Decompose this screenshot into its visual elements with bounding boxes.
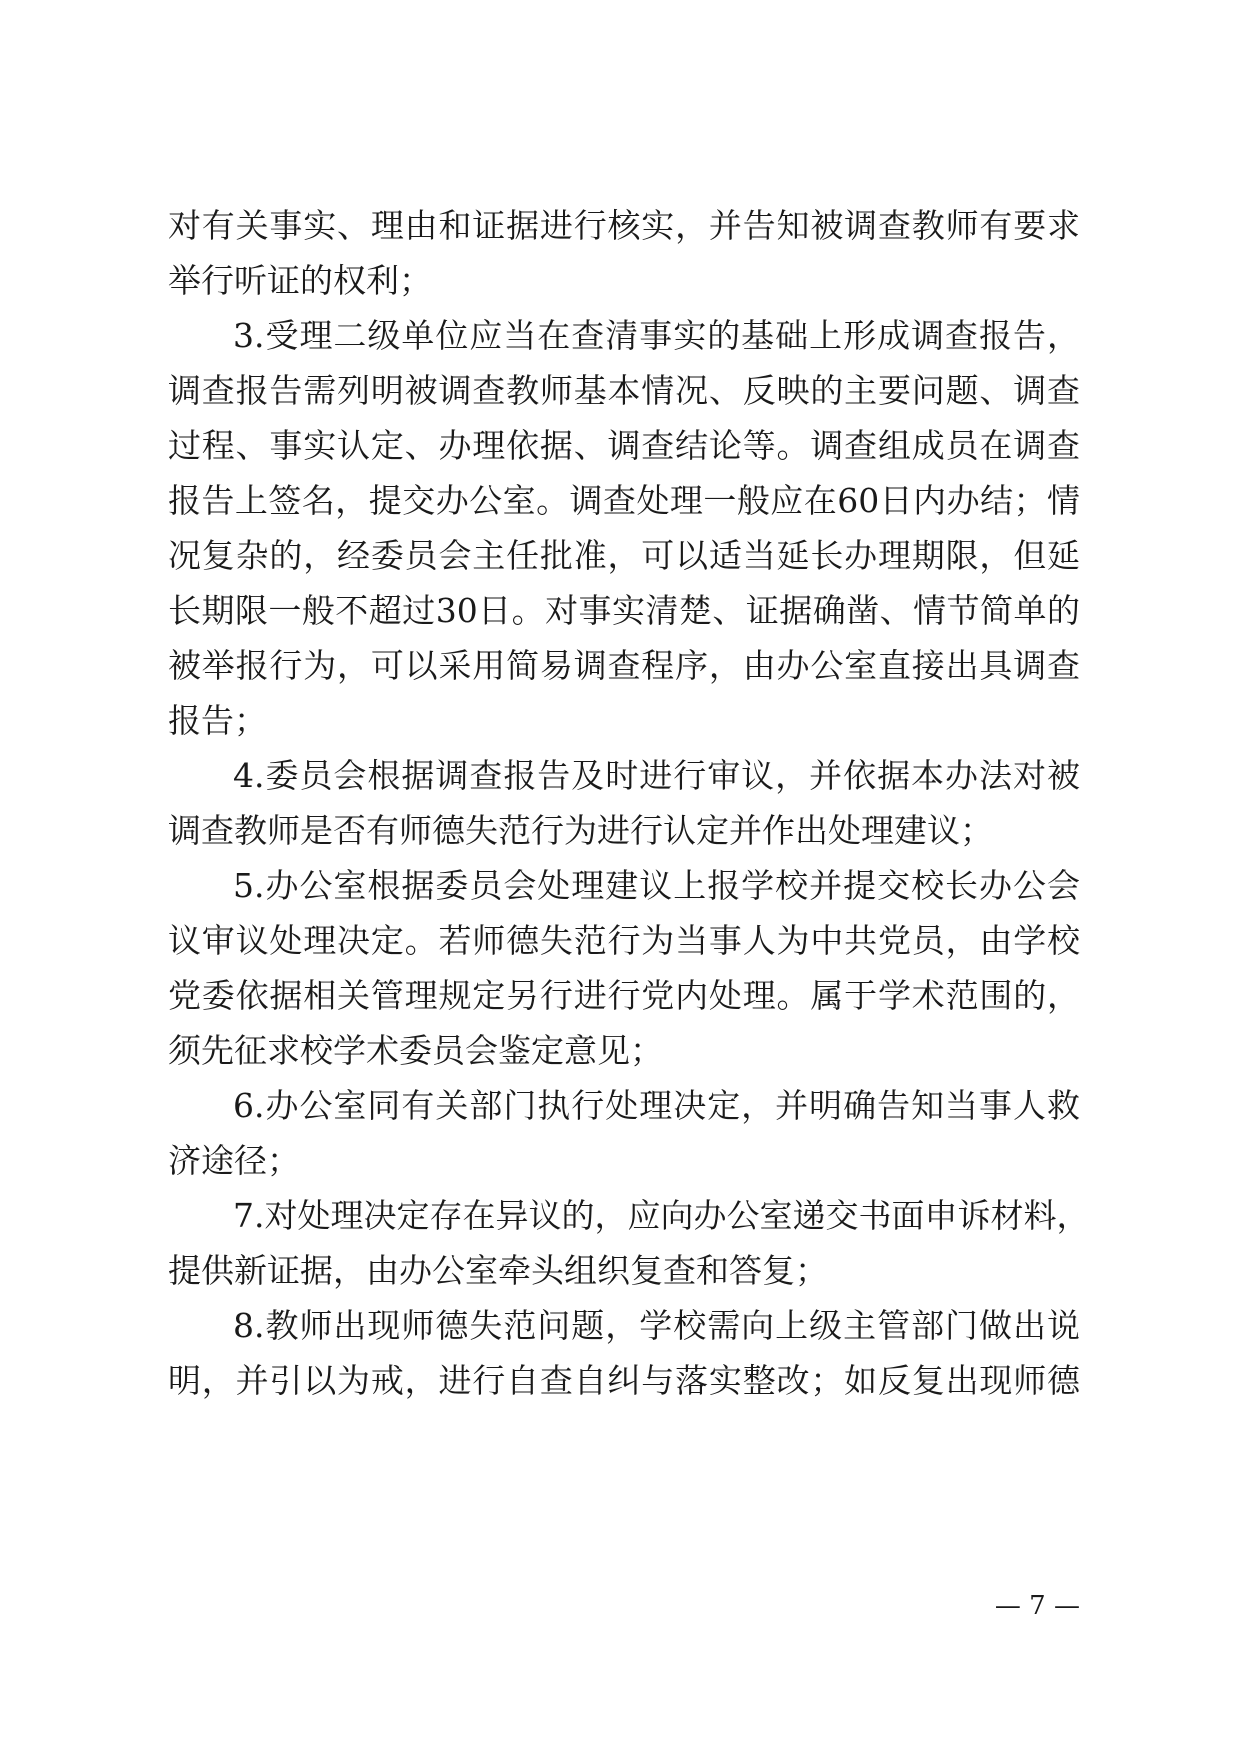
text-line: 报告；: [168, 701, 267, 740]
text-line: 过程、事实认定、办理依据、调查结论等。调查组成员在调查: [168, 426, 1080, 465]
text-line: 调查报告需列明被调查教师基本情况、反映的主要问题、调查: [168, 371, 1080, 410]
text-line: 对有关事实、理由和证据进行核实，并告知被调查教师有要求: [168, 206, 1080, 245]
text-line: 举行听证的权利；: [168, 261, 432, 300]
text-line: 党委依据相关管理规定另行进行党内处理。属于学术范围的，: [168, 976, 1080, 1015]
page-number: — 7 —: [994, 1591, 1080, 1621]
text-line: 济途径；: [168, 1141, 300, 1180]
text-line: 7.对处理决定存在异议的，应向办公室递交书面申诉材料，: [233, 1196, 1090, 1235]
text-line: 4.委员会根据调查报告及时进行审议，并依据本办法对被: [233, 756, 1080, 795]
text-line: 长期限一般不超过30日。对事实清楚、证据确凿、情节简单的: [168, 591, 1080, 630]
text-line: 6.办公室同有关部门执行处理决定，并明确告知当事人救: [233, 1086, 1080, 1125]
text-line: 议审议处理决定。若师德失范行为当事人为中共党员，由学校: [168, 921, 1080, 960]
text-line: 须先征求校学术委员会鉴定意见；: [168, 1031, 663, 1070]
text-line: 被举报行为，可以采用简易调查程序，由办公室直接出具调查: [168, 646, 1080, 685]
text-line: 5.办公室根据委员会处理建议上报学校并提交校长办公会: [233, 866, 1080, 905]
text-line: 8.教师出现师德失范问题，学校需向上级主管部门做出说: [233, 1306, 1080, 1345]
text-line: 调查教师是否有师德失范行为进行认定并作出处理建议；: [168, 811, 993, 850]
text-line: 3.受理二级单位应当在查清事实的基础上形成调查报告，: [233, 316, 1080, 355]
text-line: 况复杂的，经委员会主任批准，可以适当延长办理期限，但延: [168, 536, 1080, 575]
text-line: 提供新证据，由办公室牵头组织复查和答复；: [168, 1251, 828, 1290]
text-line: 报告上签名，提交办公室。调查处理一般应在60日内办结；情: [168, 481, 1080, 520]
text-line: 明，并引以为戒，进行自查自纠与落实整改；如反复出现师德: [168, 1361, 1080, 1400]
